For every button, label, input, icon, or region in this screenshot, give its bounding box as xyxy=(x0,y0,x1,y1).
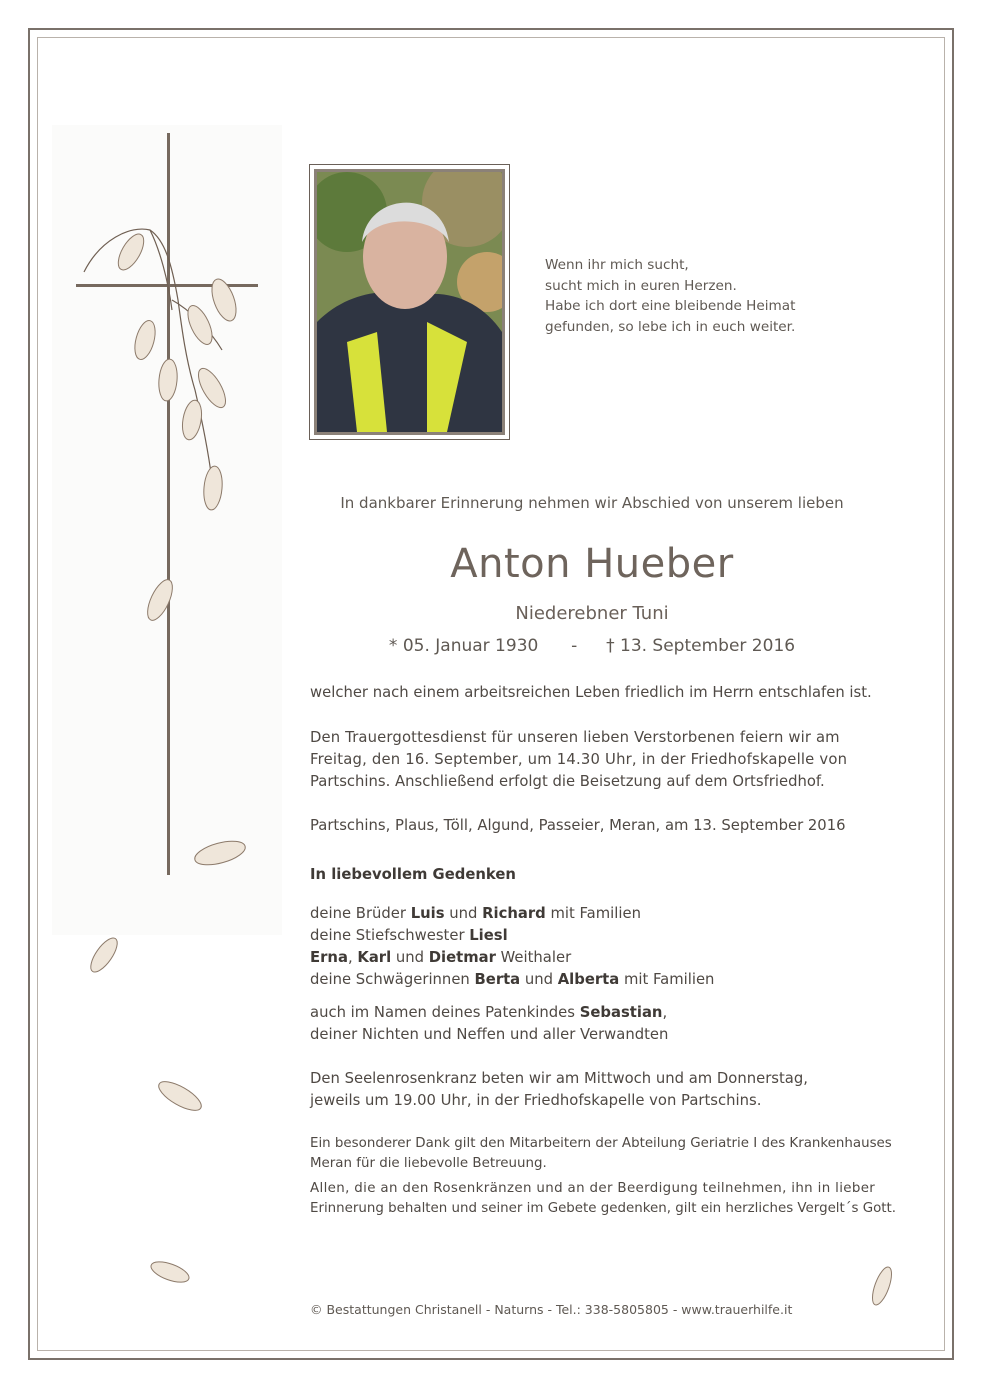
thanks-line: Ein besonderer Dank gilt den Mitarbeitern der Abteilung Geriatrie I des Krankenhauses xyxy=(310,1136,892,1151)
leaf-icon xyxy=(207,276,241,324)
leaf-icon xyxy=(157,358,179,401)
leaf-icon xyxy=(192,837,247,870)
leaf-icon xyxy=(113,230,149,274)
mourner-line: deine Schwägerinnen Berta und Alberta mit Familien xyxy=(310,971,715,988)
deceased-name: Anton Hueber xyxy=(450,541,734,587)
rosary-line: Den Seelenrosenkranz beten wir am Mittwoch und am Donnerstag, xyxy=(310,1070,808,1087)
footer-credit: © Bestattungen Christanell - Naturns - Tel.: 338-5805805 - www.trauerhilfe.it xyxy=(310,1302,793,1317)
relatives-line: auch im Namen deines Patenkindes Sebastian, xyxy=(310,1004,668,1021)
poem-line: gefunden, so lebe ich in euch weiter. xyxy=(545,318,796,335)
thanks-attendees xyxy=(310,1179,897,1219)
leaf-icon xyxy=(183,302,217,348)
portrait-frame xyxy=(309,164,510,440)
mourners-list xyxy=(310,903,874,991)
leaf-icon xyxy=(143,576,178,623)
intro-text: In dankbarer Erinnerung nehmen wir Abschied von unserem lieben xyxy=(340,494,844,512)
passing-sentence: welcher nach einem arbeitsreichen Leben friedlich im Herrn entschlafen ist. xyxy=(310,684,872,701)
portrait-photo xyxy=(314,169,505,435)
leaf-icon xyxy=(86,934,122,976)
relatives-line: deiner Nichten und Neffen und aller Verwandten xyxy=(310,1026,669,1043)
relatives-list xyxy=(310,1002,874,1046)
mourner-line: deine Stiefschwester Liesl xyxy=(310,927,508,944)
place-date: Partschins, Plaus, Töll, Algund, Passeier, Meran, am 13. September 2016 xyxy=(310,817,846,834)
remembrance-heading: In liebevollem Gedenken xyxy=(310,866,516,883)
service-line: Freitag, den 16. September, um 14.30 Uhr, in der Friedhofskapelle von xyxy=(310,751,848,768)
leaf-icon xyxy=(148,1258,191,1287)
service-line: Partschins. Anschließend erfolgt die Beisetzung auf dem Ortsfriedhof. xyxy=(310,773,825,790)
poem-line: Habe ich dort eine bleibende Heimat xyxy=(545,298,796,314)
leaf-icon xyxy=(869,1265,896,1307)
rosary-line: jeweils um 19.00 Uhr, in der Friedhofskapelle von Partschins. xyxy=(310,1092,762,1109)
poem-line: sucht mich in euren Herzen. xyxy=(545,277,737,294)
thanks-line: Allen, die an den Rosenkränzen und an der Beerdigung teilnehmen, ihn in lieber xyxy=(310,1181,876,1196)
service-line: Den Trauergottesdienst für unseren lieben Verstorbenen feiern wir am xyxy=(310,729,840,746)
thanks-line: Erinnerung behalten und seiner im Gebete gedenken, gilt ein herzliches Vergelt´s Gott. xyxy=(310,1201,897,1216)
poem xyxy=(545,255,795,337)
rosary-info xyxy=(310,1068,874,1112)
death-date: † 13. September 2016 xyxy=(606,636,796,656)
mourner-line: Erna, Karl und Dietmar Weithaler xyxy=(310,949,572,966)
leaf-icon xyxy=(155,1076,206,1116)
birth-date: * 05. Januar 1930 xyxy=(388,636,539,656)
life-dates xyxy=(310,636,874,656)
service-info xyxy=(310,727,874,793)
poem-line: Wenn ihr mich sucht, xyxy=(545,257,689,273)
leaf-icon xyxy=(180,399,205,442)
date-separator: - xyxy=(571,636,578,656)
mourner-line: deine Brüder Luis und Richard mit Familien xyxy=(310,905,641,922)
deceased-nickname: Niederebner Tuni xyxy=(515,603,669,624)
leaf-icon xyxy=(131,318,159,361)
thanks-line: Meran für die liebevolle Betreuung. xyxy=(310,1156,547,1171)
thanks-staff xyxy=(310,1134,892,1174)
leaf-icon xyxy=(202,465,224,510)
